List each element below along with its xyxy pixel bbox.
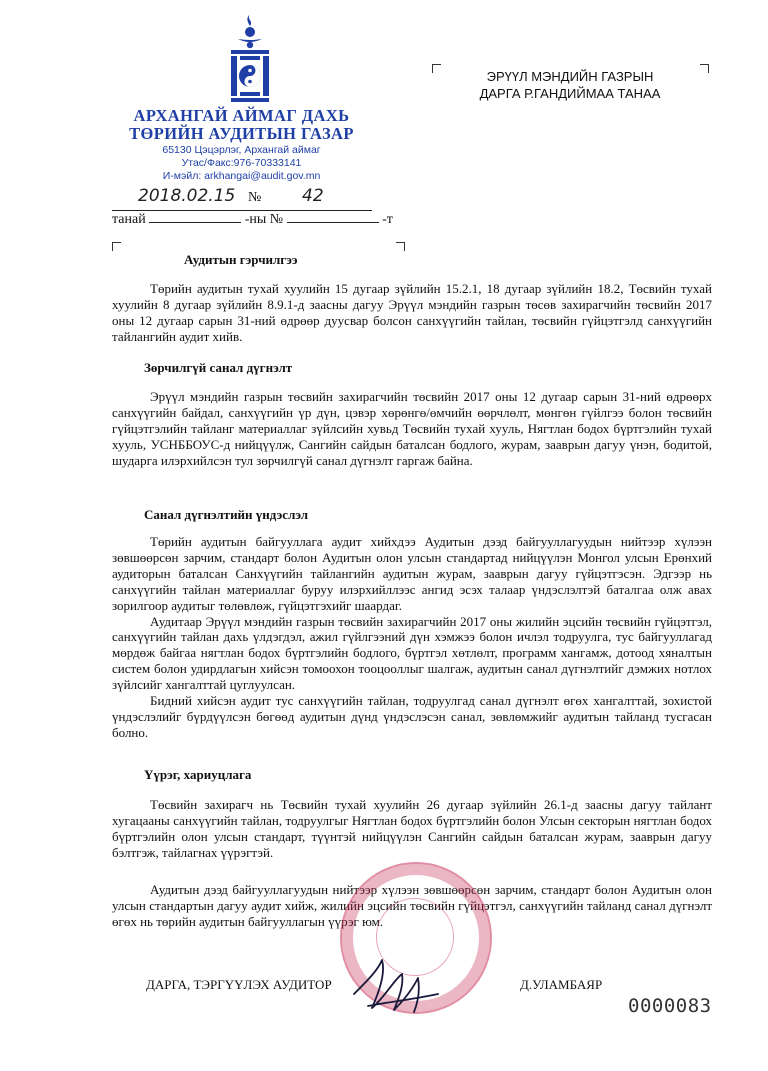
title-corner-right <box>396 242 405 251</box>
org-phone: Утас/Факс:976-70333141 <box>181 157 302 169</box>
recipient-line2: ДАРГА Р.ГАНДИЙМАА ТАНАА <box>479 86 661 101</box>
basis-text-3: Бидний хийсэн аудит тус санхүүгийн тайлан, тодруулгад санал дүгнэлт өгөх хангалттай, зохистой үндэслэлийг бүрдүүлсэн бөгөөд аудитын дүнд үндэслэсэн санал, зөвлөмжийг аудитын тайланд тусгасан болно. <box>112 693 712 740</box>
document-title: Аудитын гэрчилгээ <box>184 252 298 267</box>
opinion-paragraph <box>112 389 712 469</box>
document-serial-number: 0000083 <box>628 995 712 1017</box>
org-email: И-мэйл: arkhangai@audit.gov.mn <box>162 170 321 182</box>
responsibility-text-1: Төсвийн захирагч нь Төсвийн тухай хуулийн 26 дугаар зүйлийн 26.1-д заасны дагуу тайлант хугацааны санхүүгийн тайлан, тодруулгыг Нягтлан бодох бүртгэлийн болон Улсын секторын нягтлан бодох бүртгэлийн олон улсын стандарт, түүнтэй нийцүүлэн Сангийн сайдын баталсан журам, зааврын дагуу бэлтгэж, тайлагнах үүрэгтэй. <box>112 797 712 860</box>
t-label: -т <box>382 212 393 227</box>
title-corner-left <box>112 242 121 251</box>
reference-incoming-line <box>112 212 393 228</box>
opinion-text: Эрүүл мэндийн газрын төсвийн захирагчийн төсвийн 2017 оны 12 дугаар сарын 31-ний өдрөөрх санхүүгийн байдал, санхүүгийн үр дүн, цэвэр хөрөнгө/өмчийн өөрчлөлт, мөнгөн гүйлгээ болон төсвийн гүйцэтгэлийн тайланг материаллаг зүйлсийн хувьд Төсвийн тухай хууль, Нягтлан бодох бүртгэлийн тухай хууль, УСНББОУС-д нийцүүлж, Сангийн сайдын баталсан бодлого, журам, зааврын дагуу үнэн, бодитой, шударга илэрхийлсэн тул зөрчилгүй санал дүгнэлт гаргаж байна. <box>112 389 712 468</box>
reference-date: 2018.02.15 <box>138 186 236 206</box>
soyombo-emblem-icon <box>228 12 272 106</box>
handwritten-signature-icon <box>348 950 444 1020</box>
org-name-line2: ТӨРИЙН АУДИТЫН ГАЗАР <box>129 124 354 143</box>
ny-blank <box>287 222 379 223</box>
intro-text: Төрийн аудитын тухай хуулийн 15 дугаар зүйлийн 15.2.1, 18 дугаар зүйлийн 18.2, Төсвийн тухай хуулийн 8 дугаар зүйлийн 8.9.1-д заасны дагуу Эрүүл мэндийн газрын төсөв захирагчийн төсвийн 2017 оны 12 дугаар сарын 31-ний өдрөөр дуусвар болсон санхүүгийн тайлан, төсвийн гүйцэтгэлд санхүүгийн тайлангийн аудит хийв. <box>112 281 712 344</box>
signatory-name: Д.УЛАМБАЯР <box>520 977 603 992</box>
tanai-blank <box>149 222 241 223</box>
basis-text-2: Аудитаар Эрүүл мэндийн газрын төсвийн захирагчийн 2017 оны жилийн эцсийн төсвийн гүйцэтгэл, санхүүгийн тайлан дахь үлдэгдэл, ажил гүйлгээний дүн хэмжээ болон ичлэл тодруулга, тус байгууллагад мөрдөж байгаа нягтлан бодох бүртгэлийн бодлого, бүртгэл хөтлөлт, программ хангамж, дотоод хяналтын систем болон удирдлагын хийсэн томоохон тооцооллыг шалгаж, аудитын санал дүгнэлтийг дэмжих нотлох зүйлсийг хангалттай цуглуулсан. <box>112 613 712 693</box>
basis-heading: Санал дүгнэлтийн үндэслэл <box>144 507 309 522</box>
opinion-heading: Зөрчилгүй санал дүгнэлт <box>144 360 293 375</box>
recipient-line1: ЭРҮҮЛ МЭНДИЙН ГАЗРЫН <box>486 69 654 84</box>
reference-number-label: № <box>248 190 262 205</box>
signatory-title: ДАРГА, ТЭРГҮҮЛЭХ АУДИТОР <box>146 977 332 992</box>
intro-paragraph <box>112 281 712 345</box>
responsibility-heading: Үүрэг, хариуцлага <box>144 767 252 782</box>
ny-label: -ны № <box>244 212 284 227</box>
reference-number: 42 <box>302 186 324 206</box>
reference-date-line <box>112 186 372 211</box>
org-name-line1: АРХАНГАЙ АЙМАГ ДАХЬ <box>133 106 350 125</box>
basis-text-1: Төрийн аудитын байгууллага аудит хийхдээ Аудитын дээд байгууллагуудын нийтээр хүлээн зөвшөөрсөн зарчим, стандарт болон Аудитын олон улсын стандартад нийцүүлэн Монгол улсын Ерөнхий аудиторын баталсан Санхүүгийн тайлангийн аудитын журам, зааврын дагуу гүйцэтгэсэн. Эдгээр нь санхүүгийн тайлан материаллаг буруу илэрхийллээс ангид эсэх талаар үндэслэлтэй баталгаа олж авах зорилгоор аудитыг төлөвлөж, гүйцэтгэхийг шаардаг. <box>112 534 712 613</box>
responsibility-paragraph-1 <box>112 797 712 861</box>
org-address: 65130 Цэцэрлэг, Архангай аймаг <box>162 144 321 156</box>
responsibility-text-2: Аудитын дээд байгууллагуудын нийтээр хүлээн зөвшөөрсөн зарчим, стандарт болон Аудитын олон улсын стандартын дагуу аудит хийж, жилийн эцсийн төсвийн гүйцэтгэл, санхүүгийн тайланд санал дүгнэлт өгөх нь төрийн аудитын байгууллагын үүрэг юм. <box>112 882 712 929</box>
tanai-label: танай <box>112 212 146 227</box>
basis-paragraphs <box>112 534 712 741</box>
